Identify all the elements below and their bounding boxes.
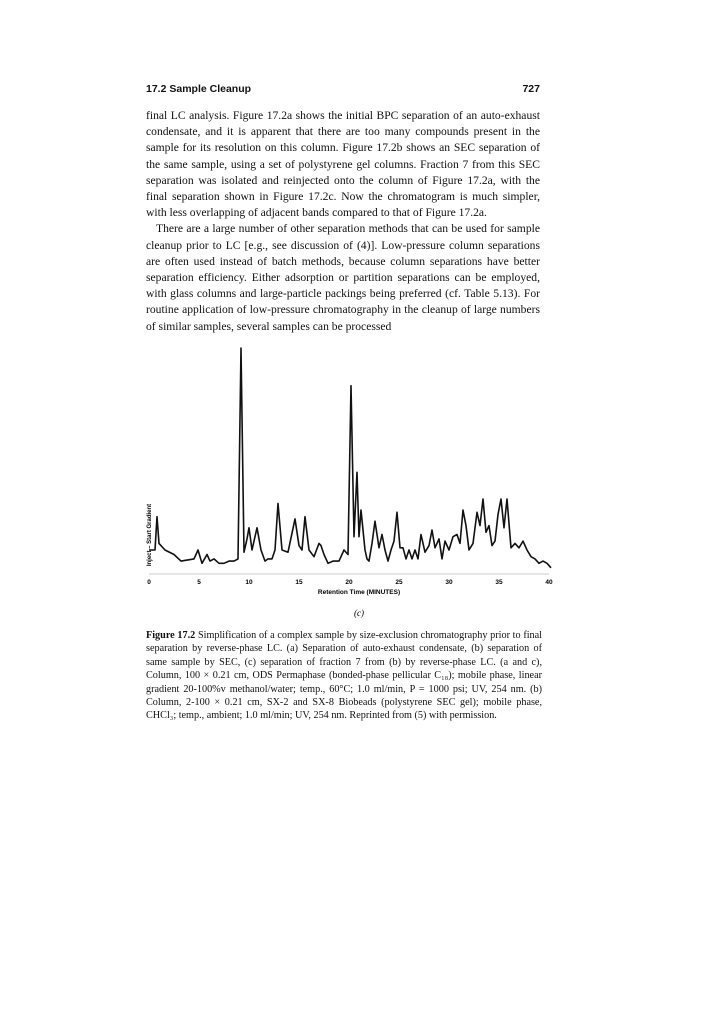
chromatogram-chart [137,338,557,628]
caption-text: Simplification of a complex sample by size-exclusion chromatography prior to final separation by reverse-phase LC. (a) Separation of auto-exhaust condensate, (b) separation of same sample by SEC, (c) separation of fraction 7 from (b) by reverse-phase LC. (a and c), Column, 100 × 0.21 cm, ODS Permaphase (bonded-phase pellicular C₁₈); mobile phase, linear gradient 20-100%v methanol/water; temp., 60°C; 1.0 ml/min, P = 1000 psi; UV, 254 nm. (b) Column, 2-100 × 0.21 cm, SX-2 and SX-8 Biobeads (polystyrene SEC gel); mobile phase, CHCl₃; temp., ambient; 1.0 ml/min; UV, 254 nm. Reprinted from (5) with permission. [146,630,542,722]
figure-caption [146,629,542,723]
x-tick-labels [147,579,553,586]
x-tick-label: 10 [245,579,253,586]
x-tick-label: 35 [495,579,503,586]
section-title: 17.2 Sample Cleanup [146,83,252,95]
y-axis-label: Inject – Start Gradient [147,503,153,567]
x-axis-label: Retention Time (MINUTES) [317,589,401,596]
page-number: 727 [522,83,540,95]
x-tick-label: 5 [197,579,201,586]
caption-label: Figure 17.2 [146,630,196,641]
x-tick-label: 20 [345,579,353,586]
paragraph: final LC analysis. Figure 17.2a shows the initial BPC separation of an auto-exhaust condensate, and it is apparent that there are too many compounds present in the sample for its resolution on this column. Figure 17.2b shows an SEC separation of the same sample, using a set of polystyrene gel columns. Fraction 7 from this SEC separation was isolated and reinjected onto the column of Figure 17.2a, with the final separation shown in Figure 17.2c. Now the chromatogram is much simpler, with less overlapping of adjacent bands compared to that of Figure 17.2a. [146,109,540,220]
panel-label: (c) [354,608,364,618]
running-head [146,83,540,99]
chromatogram-trace [149,348,551,568]
x-tick-label: 30 [445,579,453,586]
x-tick-label: 25 [395,579,403,586]
x-tick-label: 15 [295,579,303,586]
x-tick-label: 40 [545,579,553,586]
paragraph: There are a large number of other separation methods that can be used for sample cleanup prior to LC [e.g., see discussion of (4)]. Low-pressure column separations are often used instead of batch methods, because column separations have better separation efficiency. Either adsorption or partition separations can be employed, with glass columns and large-particle packings being preferred (cf. Table 5.13). For routine application of low-pressure chromatography in the cleanup of large numbers of similar samples, several samples can be processed [146,222,540,333]
chromatogram-figure [137,338,557,628]
body-text [146,108,540,335]
x-tick-label: 0 [147,579,151,586]
